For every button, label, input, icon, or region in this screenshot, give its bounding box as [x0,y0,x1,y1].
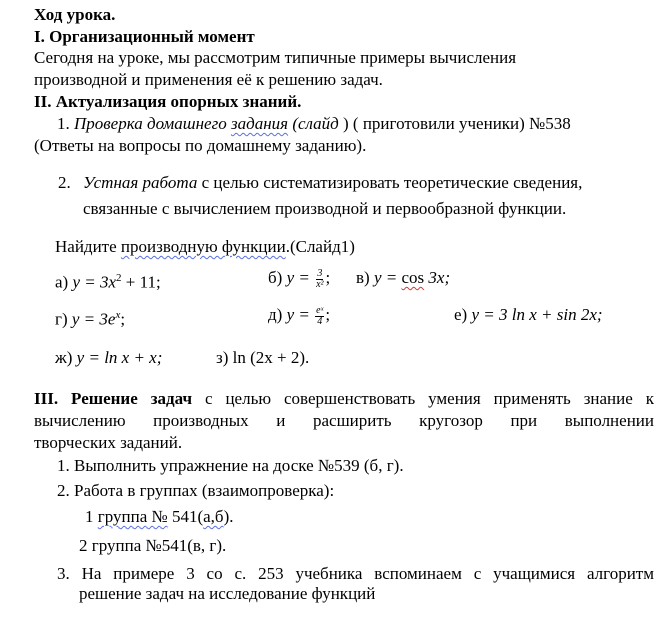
exercise-cos: cos [401,268,425,287]
item-2-italic: Устная работа [83,173,198,192]
exercise-label: д) [268,305,283,324]
exercise-expr: y = [369,268,402,287]
lesson-title: Ход урока. [34,5,116,24]
exercise-e [454,305,603,325]
section-1-text-line2: производной и применения её к решению задач. [34,70,383,89]
section-3-item-3 [57,564,654,584]
group-1-c: 541( [167,507,204,526]
exercise-expr: y = 3e [67,309,116,329]
section-2-item-2-line2: связанные с вычислением производной и первообразной функции. [83,199,567,218]
exercise-zh [55,348,162,368]
exercise-label: з) [216,348,229,367]
exercise-label: е) [454,305,468,324]
exercise-v [356,268,450,288]
exercise-expr: y = ln x + x; [72,348,163,367]
group-1-d: а,б [203,507,224,526]
exercise-g [55,305,125,330]
item-number: 3. [57,564,70,583]
exercise-a [55,268,161,293]
exercise-end: ; [120,309,126,329]
item-1-rest: ) ( приготовили ученики) №538 [338,114,571,133]
item-2-rest: с целью систематизировать теоретические сведения, [197,173,583,192]
fraction-numerator: 3 [317,267,323,279]
exercise-label: б) [268,268,283,287]
group-1-e: ). [223,507,234,526]
section-3-item-2 [57,481,334,501]
group-1-a: 1 [85,507,98,526]
item-text: На примере 3 со с. 253 учебника вспоминаем с учащимися алгоритм [69,564,654,583]
item-number: 2. [58,173,71,192]
item-number: 2. [57,481,70,500]
section-3-text-l1: с целью совершенствовать умения применять знание к [192,389,654,408]
task-c: .(Слайд1) [285,237,355,256]
fraction-numerator: eˣ [316,304,324,316]
item-text: Выполнить упражнение на доске №539 (б, г). [74,456,404,475]
section-3-heading: III. Решение задач [34,389,193,408]
exercise-label: ж) [55,348,73,367]
fraction-denominator: 4 [317,315,323,327]
exercise-label: в) [356,268,370,287]
group-1 [85,507,234,527]
section-3-line1 [34,389,654,409]
exercise-expr: y = [282,268,315,287]
item-1-italic-a: Проверка домашнего [74,114,231,133]
exercise-expr: y = 3 ln x + sin 2x; [467,305,603,324]
exercise-expr-end: + 11; [121,272,161,292]
exercise-label: а) [55,272,69,292]
exercise-expr: ln (2x + 2). [228,348,310,367]
section-2-heading: II. Актуализация опорных знаний. [34,92,302,111]
section-3-item-3-line2: решение задач на исследование функций [79,584,376,603]
exercise-sup: 2 [116,272,122,284]
exercise-sup: x [115,309,121,321]
fraction-denominator: x² [316,278,324,290]
task-a: Найдите [55,237,121,256]
section-2-item-1 [57,114,571,134]
section-2-item-1-line2: (Ответы на вопросы по домашнему заданию). [34,136,367,155]
group-2: 2 группа №541(в, г). [79,536,227,555]
item-1-italic-b: задания [230,114,289,133]
exercise-end: ; [325,268,331,287]
task-instruction [55,237,355,257]
section-1-text-line1: Сегодня на уроке, мы рассмотрим типичные примеры вычисления [34,48,517,67]
section-1-heading: I. Организационный момент [34,27,255,46]
exercise-expr: y = [282,305,315,324]
section-3-line3: творческих заданий. [34,433,183,452]
exercise-d [268,302,330,328]
item-number: 1. [57,114,70,133]
exercise-expr-end: 3x; [424,268,451,287]
exercise-b [268,266,330,290]
task-b: производную функции [120,237,286,256]
fraction [315,306,324,327]
section-3-item-1 [57,456,404,476]
exercise-label: г) [55,309,68,329]
exercise-end: ; [325,305,331,324]
fraction [315,269,324,290]
exercise-expr: y = 3x [68,272,117,292]
item-1-italic-c: (слайд [288,114,339,133]
item-text: Работа в группах (взаимопроверка): [74,481,335,500]
section-3-line2: вычислению производных и расширить кругозор при выполнении [34,411,654,430]
item-number: 1. [57,456,70,475]
exercise-z [216,348,309,368]
section-2-item-2 [58,173,582,193]
group-1-b: группа № [97,507,168,526]
